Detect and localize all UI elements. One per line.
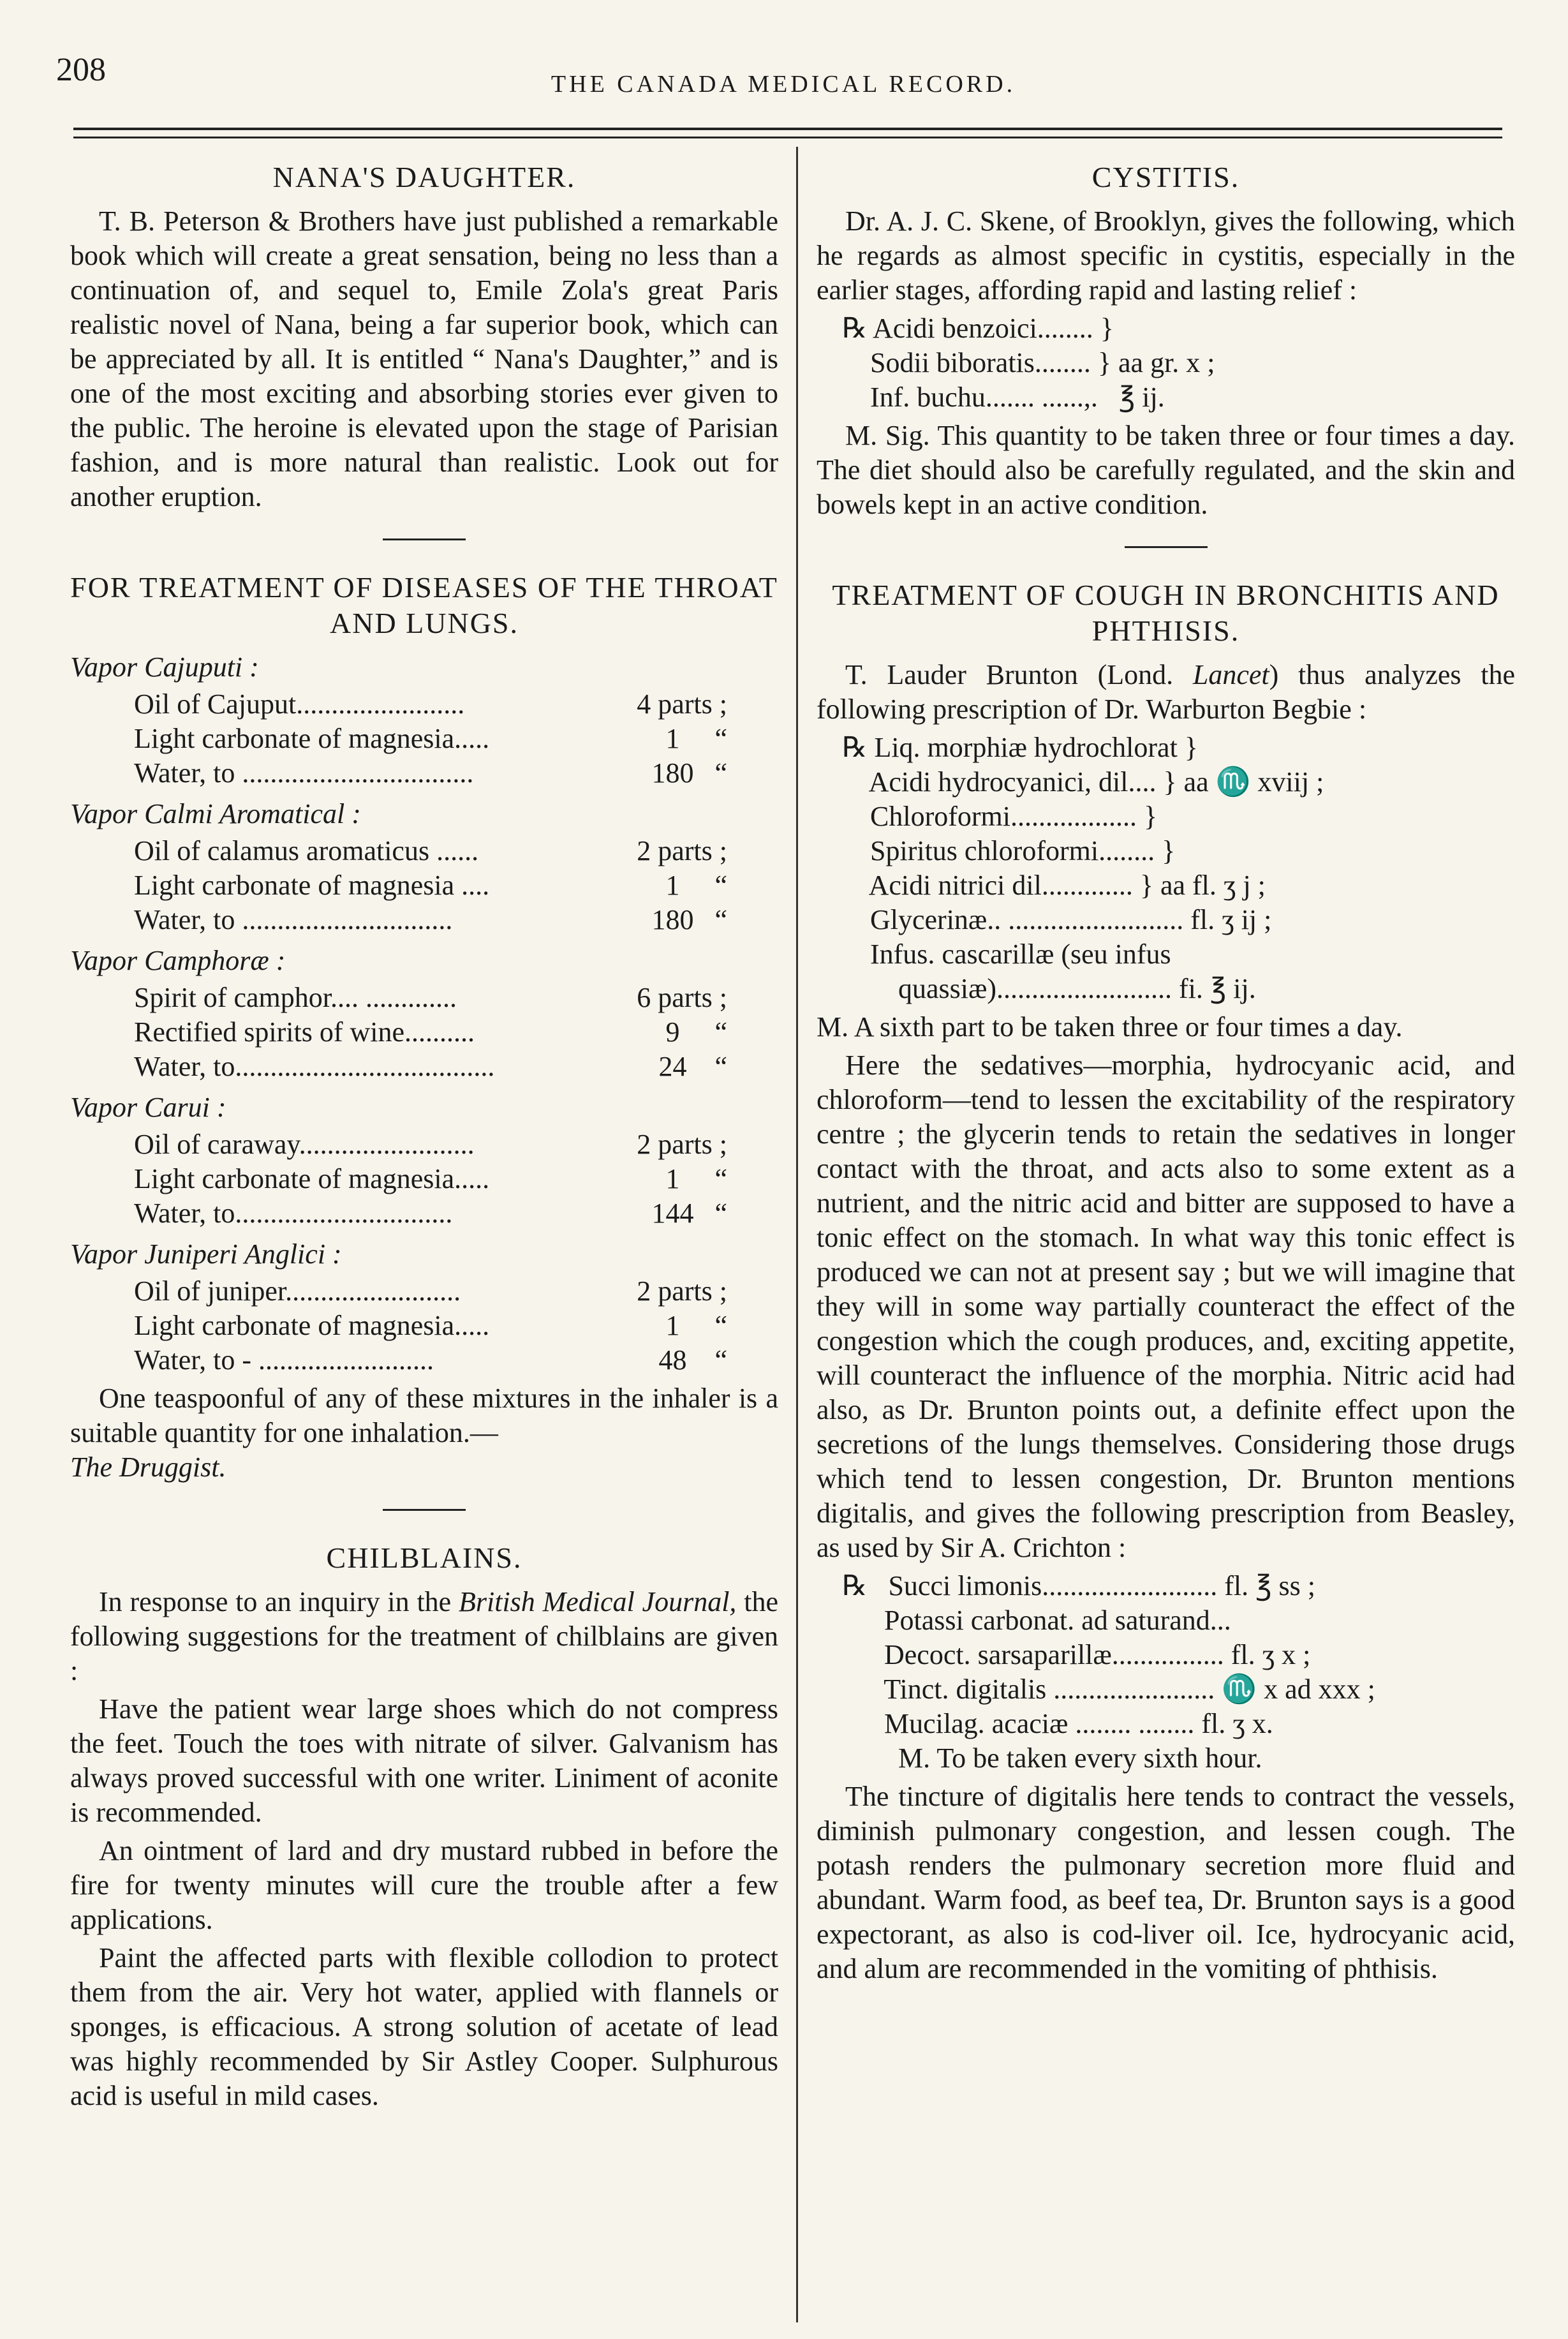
recipe-item: Rectified spirits of wine.......... — [134, 1016, 475, 1048]
vapor-name: Vapor Calmi Aromatical : — [70, 798, 361, 829]
chilblains-intro — [70, 1585, 778, 1688]
recipe-quantity: 9 “ — [665, 1016, 727, 1048]
recipe-item: Light carbonate of magnesia..... — [134, 1310, 490, 1341]
prescription-line: Glycerinæ.. ......................... fl. ʒ ij ; — [842, 904, 1272, 935]
recipe-quantity: 1 “ — [665, 870, 727, 901]
vapor-recipe — [134, 1127, 778, 1231]
page-header — [56, 32, 1511, 108]
cough-closing: The tincture of digitalis here tends to contract the vessels, diminish pulmonary congestion, and lessen cough. The potash renders the pulmonary secretion more fluid and abundant. Warm food, as beef tea, Dr. Brunton says is a good expectorant, as also is cod-liver oil. Ice, hydrocyanic acid, and alum are recommended in the vomiting of phthisis. — [817, 1781, 1515, 1984]
article-title-cough: TREATMENT OF COUGH IN BRONCHITIS AND PHTHISIS. — [832, 579, 1500, 647]
cystitis-intro: Dr. A. J. C. Skene, of Brooklyn, gives the following, which he regards as almost specific in cystitis, especially in the earlier stages, affording rapid and lasting relief : — [817, 205, 1515, 306]
section-separator — [383, 1509, 466, 1511]
throat-closing-text: One teaspoonful of any of these mixtures in the inhaler is a suitable quantity for one inhalation.— — [70, 1383, 778, 1448]
chilblains-p3: Paint the affected parts with flexible collodion to protect them from the air. Very hot water, applied with flannels or sponges, is efficacious. A strong solution of acetate of lead was highly recommended by Sir Astley Cooper. Sulphurous acid is useful in mild cases. — [70, 1942, 778, 2111]
recipe-line — [134, 981, 778, 1015]
recipe-quantity: 2 parts ; — [637, 1275, 727, 1307]
vapor-name: Vapor Carui : — [70, 1092, 226, 1123]
vapor-name: Vapor Juniperi Anglici : — [70, 1238, 342, 1270]
recipe-line — [134, 1309, 778, 1343]
chilblains-intro-post: the following suggestions for the treatment of chilblains are given : — [70, 1586, 778, 1686]
article-title-throat: FOR TREATMENT OF DISEASES OF THE THROAT AND LUNGS. — [70, 571, 778, 639]
prescription-crichton — [842, 1569, 1515, 1776]
section-separator — [1125, 546, 1208, 548]
cough-intro-pre: T. Lauder Brunton (Lond. — [845, 659, 1193, 690]
recipe-line — [134, 1127, 778, 1162]
recipe-quantity: 1 “ — [665, 1163, 727, 1194]
recipe-line — [134, 1015, 778, 1050]
recipe-line — [134, 1196, 778, 1231]
prescription-line: Mucilag. acaciæ ........ ........ fl. ʒ x. — [842, 1708, 1273, 1739]
recipe-quantity: 1 “ — [665, 1310, 727, 1341]
recipe-quantity: 2 parts ; — [637, 1129, 727, 1160]
prescription-line: ℞ Acidi benzoici........ } — [842, 313, 1114, 344]
prescription-line: ℞ Liq. morphiæ hydrochlorat } — [842, 732, 1198, 763]
prescription-line: Potassi carbonat. ad saturand... — [842, 1605, 1231, 1636]
prescription-line: Sodii biboratis........ } aa gr. x ; — [842, 347, 1215, 378]
vapor-name: Vapor Cajuputi : — [70, 651, 259, 683]
vapor-recipe — [134, 834, 778, 937]
vapor-list — [70, 650, 778, 1377]
recipe-line — [134, 1050, 778, 1084]
recipe-quantity: 1 “ — [665, 723, 727, 754]
recipe-line — [134, 722, 778, 756]
column-divider — [796, 147, 798, 2322]
recipe-line — [134, 1162, 778, 1196]
recipe-item: Light carbonate of magnesia..... — [134, 1163, 490, 1194]
cough-intro-post: ) thus analyzes the following prescription of Dr. Warburton Begbie : — [817, 659, 1516, 725]
recipe-item: Oil of calamus aromaticus ...... — [134, 835, 479, 866]
prescription-begbie — [842, 731, 1515, 1006]
chilblains-intro-pre: In response to an inquiry in the — [99, 1586, 459, 1617]
recipe-quantity: 4 parts ; — [637, 688, 727, 720]
source-druggist: The Druggist. — [70, 1452, 226, 1483]
prescription-line: Infus. cascarillæ (seu infus — [842, 939, 1171, 970]
recipe-line — [134, 834, 778, 868]
recipe-line — [134, 868, 778, 903]
cough-instruction: M. A sixth part to be taken three or four times a day. — [817, 1011, 1403, 1043]
left-column — [70, 160, 778, 2117]
article-body-nana: T. B. Peterson & Brothers have just published a remarkable book which will create a great sensation, being no less than a continuation of, and sequel to, Emile Zola's great Paris realistic novel of Nana, being a far superior book, which can be appreciated by all. It is entitled “ Nana's Daughter,” and is one of the most exciting and absorbing stories ever given to the public. The heroine is elevated upon the stage of Parisian fashion, and is more natural than realistic. Look out for another eruption. — [70, 205, 778, 512]
recipe-item: Water, to - ......................... — [134, 1344, 434, 1376]
recipe-quantity: 24 “ — [658, 1051, 727, 1082]
vapor-recipe — [134, 981, 778, 1084]
recipe-item: Light carbonate of magnesia .... — [134, 870, 490, 901]
cough-body: Here the sedatives—morphia, hydrocyanic acid, and chloroform—tend to lessen the excitability of the respiratory centre ; the glycerin tends to retain the sedatives in longer contact with the throat, and acts also to some extent as a nutrient, and the nitric acid and bitter are supposed to have a tonic effect on the stomach. In what way this tonic effect is produced we can not at present say ; but we will imagine that they will in some way partially counteract the effect of the congestion which the cough produces, and, exciting appetite, will counteract the influence of the morphia. Nitric acid had also, as Dr. Brunton points out, a definite effect upon the secretions of the lungs themselves. Considering those drugs which tend to lessen congestion, Dr. Brunton mentions digitalis, and gives the following prescription from Beasley, as used by Sir A. Crichton : — [817, 1050, 1515, 1563]
section-separator — [383, 538, 466, 540]
throat-closing — [70, 1381, 778, 1485]
recipe-item: Oil of Cajuput........................ — [134, 688, 465, 720]
running-title: THE CANADA MEDICAL RECORD. — [551, 71, 1016, 98]
recipe-line — [134, 756, 778, 791]
recipe-line — [134, 903, 778, 937]
recipe-item: Water, to............................... — [134, 1198, 453, 1229]
header-rule-thin — [73, 137, 1502, 138]
chilblains-p2: An ointment of lard and dry mustard rubbed in before the fire for twenty minutes will cure the trouble after a few applications. — [70, 1835, 778, 1935]
recipe-line — [134, 1274, 778, 1309]
recipe-item: Water, to..................................... — [134, 1051, 495, 1082]
cystitis-sig: M. Sig. This quantity to be taken three or four times a day. The diet should also be carefully regulated, and the skin and bowels kept in an active condition. — [817, 420, 1515, 520]
cough-intro — [817, 658, 1515, 727]
prescription-line: Acidi hydrocyanici, dil.... } aa ♏ xviij ; — [842, 766, 1324, 798]
prescription-line: ℞ Succi limonis......................... fl. ℥ ss ; — [842, 1570, 1315, 1601]
recipe-quantity: 6 parts ; — [637, 982, 727, 1013]
prescription-line: Decoct. sarsaparillæ................ fl. ʒ x ; — [842, 1639, 1311, 1670]
prescription-line: M. To be taken every sixth hour. — [842, 1742, 1262, 1774]
journal-name: British Medical Journal, — [459, 1586, 737, 1617]
header-rule — [73, 128, 1502, 130]
prescription-cystitis — [842, 311, 1515, 415]
recipe-item: Oil of caraway......................... — [134, 1129, 475, 1160]
right-column — [817, 160, 1515, 1990]
vapor-recipe — [134, 1274, 778, 1377]
page-number: 208 — [56, 52, 106, 88]
recipe-quantity: 144 “ — [651, 1198, 727, 1229]
recipe-quantity: 180 “ — [651, 757, 727, 789]
lancet-name: Lancet — [1192, 659, 1269, 690]
article-title-nana: NANA'S DAUGHTER. — [272, 161, 576, 193]
recipe-item: Water, to ................................. — [134, 757, 474, 789]
recipe-item: Light carbonate of magnesia..... — [134, 723, 490, 754]
article-title-chilblains: CHILBLAINS. — [326, 1541, 522, 1574]
recipe-quantity: 48 “ — [658, 1344, 727, 1376]
recipe-quantity: 2 parts ; — [637, 835, 727, 866]
recipe-item: Spirit of camphor.... ............. — [134, 982, 457, 1013]
recipe-quantity: 180 “ — [651, 904, 727, 935]
prescription-line: Tinct. digitalis ....................... ♏ x ad xxx ; — [842, 1674, 1375, 1705]
recipe-line — [134, 1343, 778, 1377]
recipe-item: Oil of juniper......................... — [134, 1275, 461, 1307]
vapor-recipe — [134, 687, 778, 791]
article-title-cystitis: CYSTITIS. — [1091, 161, 1240, 193]
prescription-line: Inf. buchu....... ......,. ℥ ij. — [842, 382, 1165, 413]
recipe-item: Water, to .............................. — [134, 904, 453, 935]
vapor-name: Vapor Camphoræ : — [70, 945, 286, 976]
prescription-line: Chloroformi.................. } — [842, 801, 1158, 832]
prescription-line: Acidi nitrici dil............. } aa fl. ʒ j ; — [842, 870, 1266, 901]
prescription-line: Spiritus chloroformi........ } — [842, 835, 1176, 866]
recipe-line — [134, 687, 778, 722]
chilblains-p1: Have the patient wear large shoes which do not compress the feet. Touch the toes with nitrate of silver. Galvanism has always proved successful with one writer. Liniment of aconite is recommended. — [70, 1693, 778, 1828]
prescription-line: quassiæ)......................... fi. ℥ ij. — [842, 973, 1256, 1004]
